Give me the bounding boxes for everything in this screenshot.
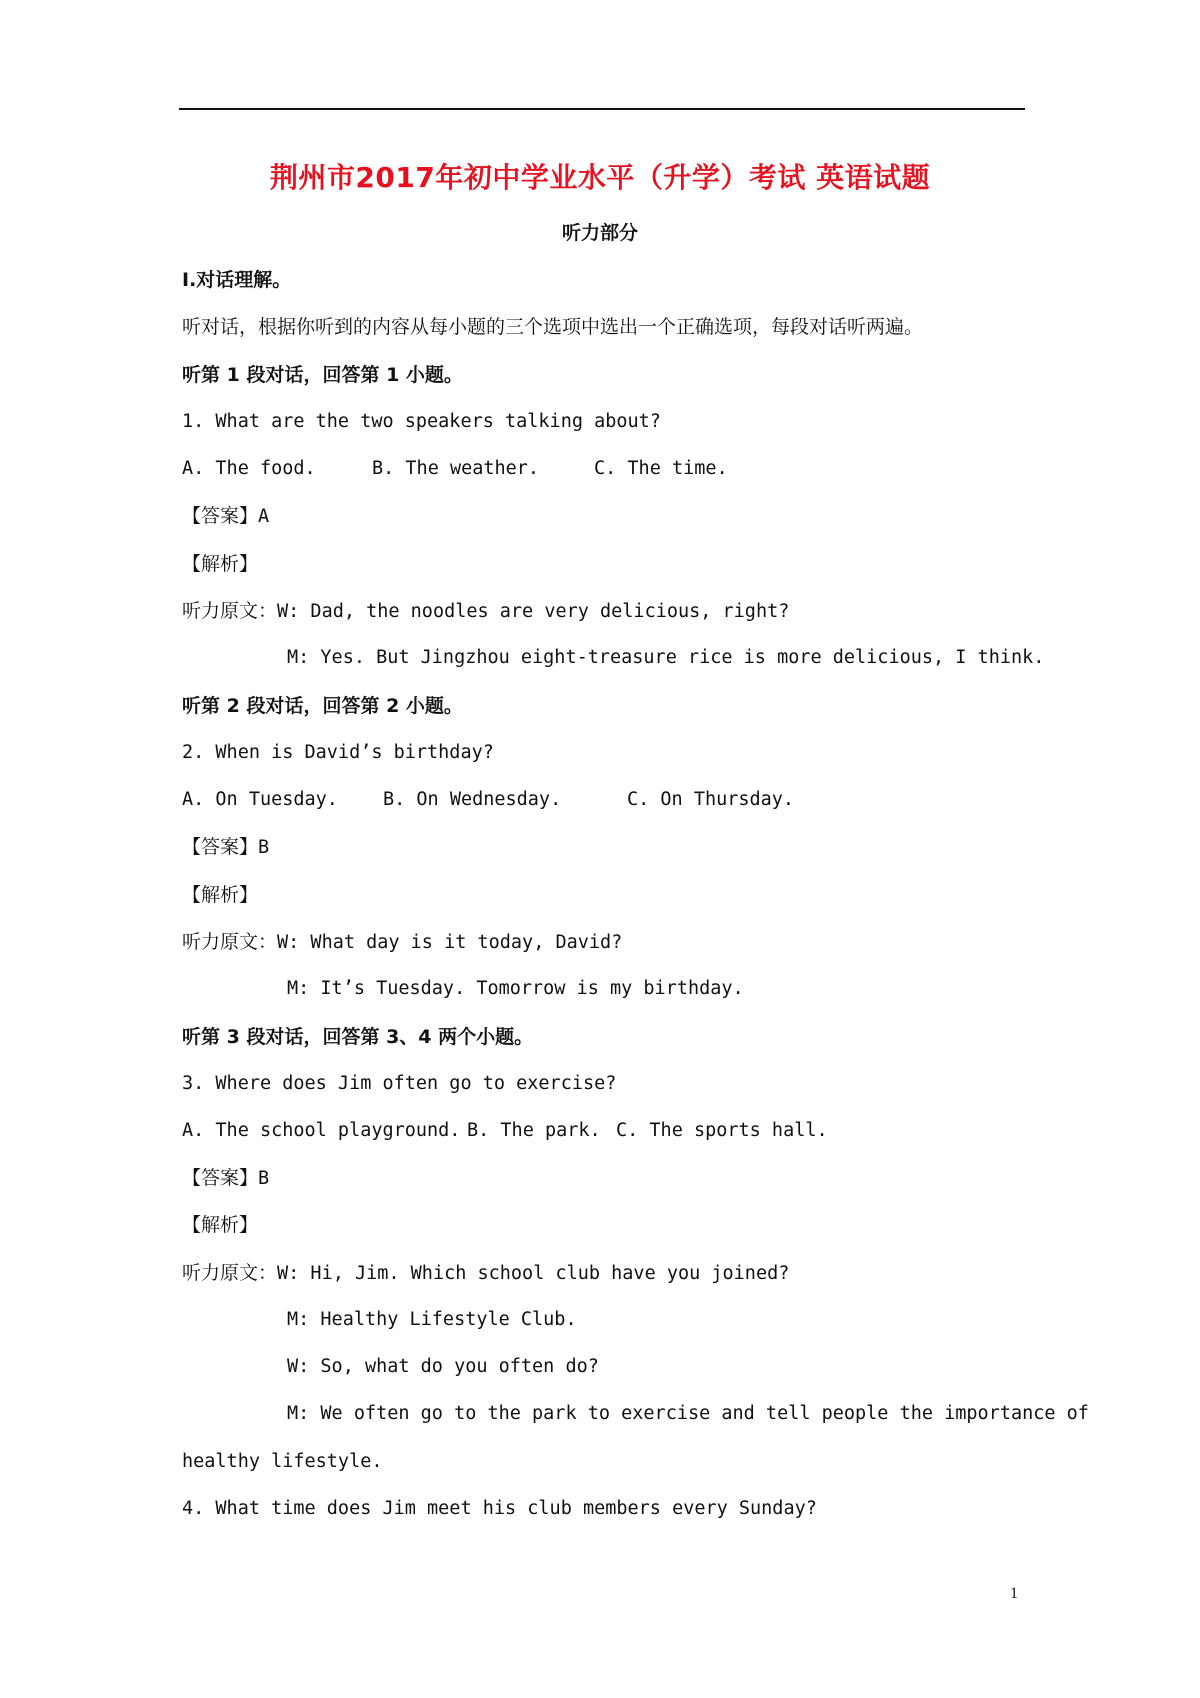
question-1: 1. What are the two speakers talking about?: [182, 411, 661, 432]
analysis-label-3: 【解析】: [182, 1214, 259, 1236]
transcript-3-line-4: M: We often go to the park to exercise and tell people the importance of: [287, 1403, 1089, 1424]
transcript-2-line-2: M: It’s Tuesday. Tomorrow is my birthday.: [287, 978, 744, 999]
transcript-text: W: Dad, the noodles are very delicious, right?: [277, 601, 790, 622]
transcript-text: W: Hi, Jim. Which school club have you joined?: [277, 1263, 790, 1284]
transcript-3-line-1: [182, 1261, 789, 1286]
transcript-label: 听力原文：: [182, 600, 278, 622]
question-3-option-b: B. The park.: [467, 1120, 601, 1141]
page-number: 1: [1010, 1585, 1018, 1602]
instruction-text: 听对话，根据你听到的内容从每小题的三个选项中选出一个正确选项，每段对话听两遍。: [182, 316, 924, 338]
question-4: 4. What time does Jim meet his club members every Sunday?: [182, 1498, 817, 1519]
header-rule: [179, 108, 1025, 110]
analysis-label-2: 【解析】: [182, 884, 259, 906]
answer-value: B: [258, 1168, 270, 1189]
answer-value: B: [258, 837, 270, 858]
question-2-option-a: A. On Tuesday.: [182, 789, 338, 810]
answer-label: 【答案】: [182, 1167, 259, 1189]
question-1-option-b: B. The weather.: [372, 458, 540, 479]
answer-2: [182, 835, 269, 860]
transcript-1-line-2: M: Yes. But Jingzhou eight-treasure rice is more delicious, I think.: [287, 647, 1045, 668]
exam-title: 荆州市2017年初中学业水平（升学）考试 英语试题: [269, 161, 931, 194]
question-1-option-c: C. The time.: [594, 458, 728, 479]
answer-label: 【答案】: [182, 836, 259, 858]
answer-3: [182, 1166, 269, 1191]
transcript-3-line-3: W: So, what do you often do?: [287, 1356, 599, 1377]
dialogue-3-heading: 听第 3 段对话，回答第 3、4 两个小题。: [182, 1026, 534, 1048]
question-2: 2. When is David’s birthday?: [182, 742, 494, 763]
question-2-option-b: B. On Wednesday.: [383, 789, 562, 810]
transcript-label: 听力原文：: [182, 931, 278, 953]
section-title: 听力部分: [561, 222, 638, 244]
transcript-label: 听力原文：: [182, 1262, 278, 1284]
transcript-3-line-2: M: Healthy Lifestyle Club.: [287, 1309, 577, 1330]
question-2-option-c: C. On Thursday.: [627, 789, 795, 810]
question-3-option-a: A. The school playground.: [182, 1120, 461, 1141]
question-3-option-c: C. The sports hall.: [616, 1120, 828, 1141]
transcript-3-line-5: healthy lifestyle.: [182, 1451, 383, 1472]
part-heading: I.对话理解。: [182, 269, 292, 291]
dialogue-1-heading: 听第 1 段对话，回答第 1 小题。: [182, 364, 463, 386]
transcript-1-line-1: [182, 599, 789, 624]
answer-value: A: [258, 506, 270, 527]
question-3: 3. Where does Jim often go to exercise?: [182, 1073, 617, 1094]
question-1-option-a: A. The food.: [182, 458, 316, 479]
dialogue-2-heading: 听第 2 段对话，回答第 2 小题。: [182, 695, 463, 717]
transcript-text: W: What day is it today, David?: [277, 932, 623, 953]
answer-label: 【答案】: [182, 505, 259, 527]
analysis-label-1: 【解析】: [182, 553, 259, 575]
answer-1: [182, 504, 269, 529]
transcript-2-line-1: [182, 930, 622, 955]
